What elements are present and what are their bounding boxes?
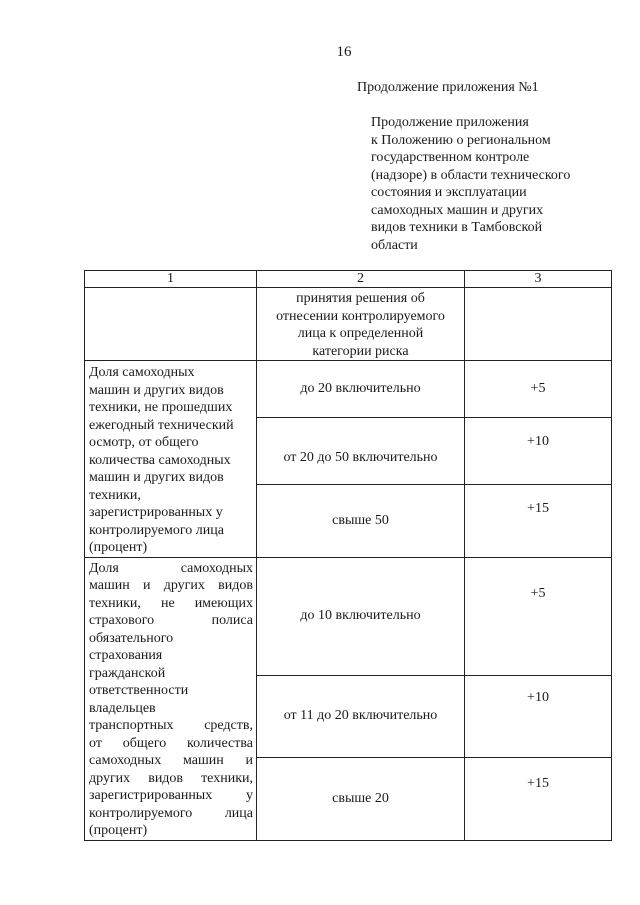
cell-line: ответственности: [89, 683, 189, 698]
cell-line: гражданской: [89, 665, 166, 681]
points-cell: +5: [465, 557, 612, 675]
continued-text-cell: [257, 288, 465, 361]
appendix-ref-line: государственном контроле: [371, 150, 530, 165]
cell-line: категории риска: [312, 343, 409, 359]
appendix-ref-line: области: [371, 237, 418, 253]
indicator-cell: [85, 361, 257, 558]
cell-line: Доля самоходных: [89, 560, 253, 576]
cell-line: страхового полиса: [89, 613, 253, 628]
table-row: [85, 361, 612, 418]
appendix-ref-line: (надзоре) в области технического: [371, 167, 571, 183]
cell-line: самоходных машин и: [89, 753, 253, 768]
points-cell: +15: [465, 484, 612, 557]
cell-line: контролируемого лица: [89, 522, 224, 538]
cell-line: техники,: [89, 487, 141, 503]
range-cell: от 20 до 50 включительно: [257, 418, 465, 485]
cell-line: машин и других видов: [89, 578, 253, 593]
column-header: 2: [257, 271, 465, 288]
table-row: [85, 557, 612, 675]
column-header: 1: [85, 271, 257, 288]
cell-line: осмотр, от общего: [89, 435, 199, 450]
cell-line: ежегодный технический: [89, 417, 234, 433]
appendix-reference: [371, 114, 611, 254]
range-cell: свыше 50: [257, 484, 465, 557]
appendix-ref-line: видов техники в Тамбовской: [371, 220, 543, 235]
indicator-cell: [85, 557, 257, 840]
cell-line: машин и других видов: [89, 382, 224, 398]
cell-line: количества самоходных: [89, 452, 231, 468]
table-row-continued: [85, 288, 612, 361]
cell-line: (процент): [89, 823, 148, 838]
points-cell: +10: [465, 418, 612, 485]
cell-line: принятия решения об: [296, 291, 425, 306]
points-cell: +5: [465, 361, 612, 418]
range-cell: от 11 до 20 включительно: [257, 675, 465, 757]
column-header: 3: [465, 271, 612, 288]
cell-line: от общего количества: [89, 735, 253, 751]
cell-line: обязательного: [89, 630, 174, 646]
cell-line: лица к определенной: [297, 326, 424, 341]
cell-line: Доля самоходных: [89, 365, 195, 380]
range-cell: свыше 20: [257, 757, 465, 840]
cell-line: владельцев: [89, 700, 156, 716]
table-header-row: [85, 271, 612, 288]
cell-line: отнесении контролируемого: [276, 308, 445, 324]
points-cell: +15: [465, 757, 612, 840]
appendix-ref-line: Продолжение приложения: [371, 115, 529, 130]
appendix-ref-line: состояния и эксплуатации: [371, 185, 527, 200]
empty-cell: [465, 288, 612, 361]
cell-line: зарегистрированных у: [89, 505, 223, 520]
risk-indicator-table: [84, 270, 612, 841]
cell-line: зарегистрированных у: [89, 788, 253, 803]
page-number: 16: [336, 44, 352, 60]
points-cell: +10: [465, 675, 612, 757]
empty-cell: [85, 288, 257, 361]
cell-line: страхования: [89, 648, 163, 663]
range-cell: до 10 включительно: [257, 557, 465, 675]
appendix-ref-line: самоходных машин и других: [371, 202, 544, 218]
cell-line: техники, не имеющих: [89, 595, 253, 611]
cell-line: контролируемого лица: [89, 805, 253, 821]
cell-line: (процент): [89, 540, 148, 555]
continuation-title: Продолжение приложения №1: [357, 80, 539, 95]
range-cell: до 20 включительно: [257, 361, 465, 418]
cell-line: техники, не прошедших: [89, 400, 233, 415]
cell-line: машин и других видов: [89, 470, 224, 485]
cell-line: транспортных средств,: [89, 718, 253, 733]
cell-line: других видов техники,: [89, 770, 253, 786]
appendix-ref-line: к Положению о региональном: [371, 132, 551, 148]
